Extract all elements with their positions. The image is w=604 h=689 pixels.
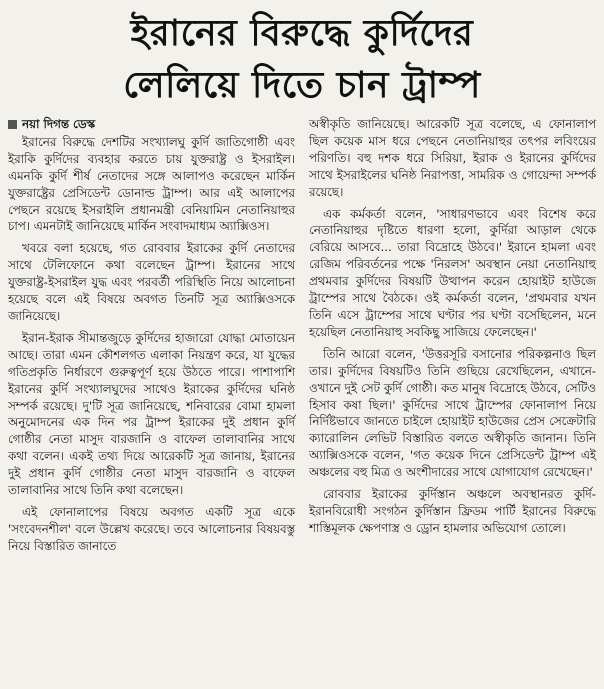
headline xyxy=(8,8,596,112)
byline xyxy=(8,116,295,133)
paragraph: তিনি আরো বলেন, 'উত্তরসূরি বসানোর পরিকল্পনাও ছিল তার। কুর্দিদের বিষয়টিও তিনি গুছিয়ে রেখেছিলেন, এখানে-ওখানে দুই সেট কুর্দি গোষ্ঠী। কত মানুষ বিদ্রোহে উঠবে, সেটিও হিসাব কষা ছিল।' কুর্দিদের সাথে ট্রাম্পের ফোনালাপ নিয়ে নির্দিষ্টভাবে জানতে চাইলে হোয়াইট হাউজের প্রেস সেক্রেটারি ক্যারোলিন লেভিট বিস্তারিত বলতে অস্বীকৃতি জানান। তিনি অ্যাক্সিওসকে বলেন, 'গত কয়েক দিনে প্রেসিডেন্ট ট্রাম্প এই অঞ্চলের বহু মিত্র ও অংশীদারের সাথে যোগাযোগ রেখেছেন।' xyxy=(309,346,596,480)
paragraph: এক কর্মকর্তা বলেন, 'সাধারণভাবে এবং বিশেষ করে নেতানিয়াহুর দৃষ্টিতে ধারণা হলো, কুর্দিরা আড়াল থেকে বেরিয়ে আসবে... তারা বিদ্রোহে উঠবে।' ইরানে হামলা এবং রেজিম পরিবর্তনের পক্ষে 'নিরলস' অবস্থান নেয়া নেতানিয়াহু প্রথমবার কুর্দিদের বিষয়টি উত্থাপন করেন হোয়াইট হাউজে ট্রাম্পের সাথে বৈঠকে। ওই কর্মকর্তা বলেন, 'প্রথমবার যখন তিনি এসে ট্রাম্পের সাথে ঘণ্টার পর ঘণ্টা বসেছিলেন, মনে হয়েছিল নেতানিয়াহু সবকিছু সাজিয়ে ফেলেছেন।' xyxy=(309,206,596,339)
paragraph: ইরানের বিরুদ্ধে দেশটির সংখ্যালঘু কুর্দি জাতিগোষ্ঠী এবং ইরাকি কুর্দিদের ব্যবহার করতে চায় যুক্তরাষ্ট্র ও ইসরাইল। এমনকি কুর্দি শীর্ষ নেতাদের সঙ্গে আলাপও করেছেন মার্কিন যুক্তরাষ্ট্রের প্রেসিডেন্ট ডোনাল্ড ট্রাম্প। আর এই আলাপের পেছনে রয়েছে ইসরাইলি প্রধানমন্ত্রী বেনিয়ামিন নেতানিয়াহুর চাপ। এমনটাই জানিয়েছে মার্কিন সংবাদমাধ্যম অ্যাক্সিওস। xyxy=(8,134,295,234)
paragraph: অস্বীকৃতি জানিয়েছে। আরেকটি সূত্র বলেছে, এ ফোনালাপ ছিল কয়েক মাস ধরে পেছনে নেতানিয়াহুর তৎপর লবিংয়ের পরিণতি। বহু দশক ধরে সিরিয়া, ইরাক ও ইরানের কুর্দিদের সাথে ইসরাইলের ঘনিষ্ঠ নিরাপত্তা, সামরিক ও গোয়েন্দা সম্পর্ক রয়েছে। xyxy=(309,117,596,199)
paragraph: খবরে বলা হয়েছে, গত রোববার ইরাকের কুর্দি নেতাদের সাথে টেলিফোনে কথা বলেছেন ট্রাম্প। ইরানের সাথে যুক্তরাষ্ট্র-ইসরাইল যুদ্ধ এবং পরবর্তী পরিস্থিতি নিয়ে আলোচনা হয়েছে বলে এই বিষয়ে অবগত তিনটি সূত্র অ্যাক্সিওসকে জানিয়েছে। xyxy=(8,241,295,323)
paragraph: রোববার ইরাকের কুর্দিস্তান অঞ্চলে অবস্থানরত কুর্দি-ইরানবিরোধী সংগঠন কুর্দিস্তান ফ্রিডম পার্টি ইরানের বিরুদ্ধে শাস্তিমূলক ক্ষেপণাস্ত্র ও ড্রোন হামলার অভিযোগ তোলে। xyxy=(309,487,596,535)
paragraph: এই ফোনালাপের বিষয়ে অবগত একটি সূত্র একে 'সংবেদনশীল' বলে উল্লেখ করেছে। তবে আলোচনার বিষয়বস্তু নিয়ে বিস্তারিত জানাতে xyxy=(8,504,295,553)
byline-text: নয়া দিগন্ত ডেস্ক xyxy=(22,117,96,131)
article-body xyxy=(8,116,596,555)
right-column xyxy=(309,116,596,555)
left-column xyxy=(8,116,295,555)
headline-line-1: ইরানের বিরুদ্ধে কুর্দিদের xyxy=(130,13,474,54)
headline-line-2: লেলিয়ে দিতে চান ট্রাম্প xyxy=(123,65,481,106)
paragraph: ইরান-ইরাক সীমান্তজুড়ে কুর্দিদের হাজারো যোদ্ধা মোতায়েন আছে। তারা এমন কৌশলগত এলাকা নিয়ন্ত্রণ করে, যা যুদ্ধের গতিপ্রকৃতি নির্ধারণে গুরুত্বপূর্ণ হয়ে উঠতে পারে। পাশাপাশি ইরানের কুর্দি সংখ্যালঘুদের সাথেও ইরাকের কুর্দিদের ঘনিষ্ঠ সম্পর্ক রয়েছে। দু'টি সূত্র জানিয়েছে, শনিবারের বোমা হামলা অনুমোদনের এক দিন পর ট্রাম্প ইরাকের দুই প্রধান কুর্দি গোষ্ঠীর নেতা মাসুদ বারজানি ও বাফেল তালাবানির সাথে কথা বলেন। একই তথ্য দিয়ে আরেকটি সূত্র জানায়, ইরানের দুই প্রধান কুর্দি গোষ্ঠীর নেতা মাসুদ বারজানি ও বাফেল তালাবানির সাথে তিনি কথা বলেছেন। xyxy=(8,330,295,498)
byline-square-icon xyxy=(8,120,17,129)
